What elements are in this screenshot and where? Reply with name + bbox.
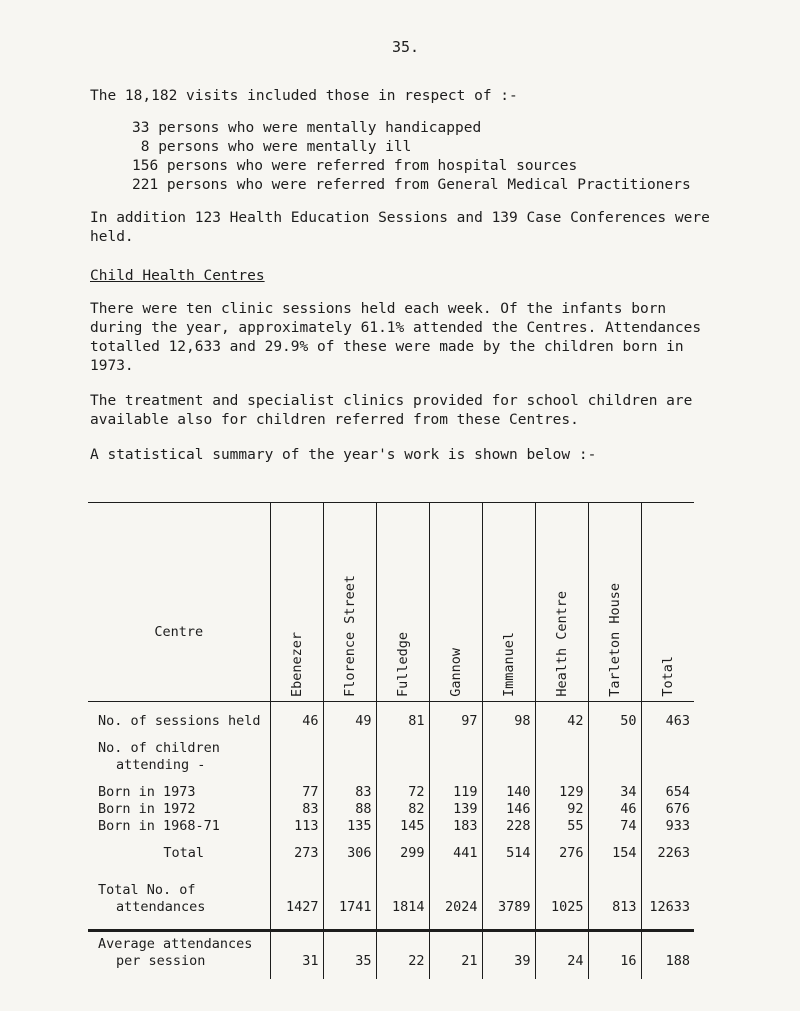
table-row	[88, 817, 694, 834]
paragraph-line: 1973.	[90, 358, 134, 374]
cell: 146	[482, 800, 535, 817]
cell: 1025	[535, 898, 588, 915]
header-immanuel: Immanuel	[482, 503, 535, 702]
intro-text: The 18,182 visits included those in respect of :-	[90, 88, 518, 104]
table-header-row	[88, 503, 694, 702]
cell: 34	[588, 783, 641, 800]
cell: 35	[323, 952, 376, 969]
cell: 113	[270, 817, 323, 834]
cell: 140	[482, 783, 535, 800]
paragraph-line: available also for children referred from these Centres.	[90, 412, 579, 428]
table-row	[88, 898, 694, 915]
row-label: Total	[163, 845, 205, 861]
table-row	[88, 844, 694, 861]
table-row	[88, 783, 694, 800]
header-total: Total	[641, 503, 694, 702]
row-label: Born in 1968-71	[98, 818, 220, 834]
cell: 97	[429, 712, 482, 729]
row-label: No. of sessions held	[98, 713, 261, 729]
header-ebenezer: Ebenezer	[270, 503, 323, 702]
cell: 119	[429, 783, 482, 800]
row-label: per session	[116, 953, 206, 969]
cell: 463	[641, 712, 694, 729]
cell: 50	[588, 712, 641, 729]
cell: 183	[429, 817, 482, 834]
cell: 16	[588, 952, 641, 969]
paragraph-line: The treatment and specialist clinics provided for school children are	[90, 393, 693, 409]
cell: 299	[376, 844, 429, 861]
header-florence-street: Florence Street	[323, 503, 376, 702]
cell: 276	[535, 844, 588, 861]
cell: 83	[323, 783, 376, 800]
table-row	[88, 952, 694, 969]
cell: 21	[429, 952, 482, 969]
cell: 92	[535, 800, 588, 817]
cell: 154	[588, 844, 641, 861]
row-label: Total No. of	[98, 882, 196, 898]
cell: 3789	[482, 898, 535, 915]
cell: 933	[641, 817, 694, 834]
page-number: 35.	[392, 38, 420, 56]
cell: 46	[588, 800, 641, 817]
cell: 1814	[376, 898, 429, 915]
cell: 98	[482, 712, 535, 729]
section-heading: Child Health Centres	[90, 268, 265, 284]
cell: 441	[429, 844, 482, 861]
cell: 306	[323, 844, 376, 861]
cell: 49	[323, 712, 376, 729]
cell: 39	[482, 952, 535, 969]
cell: 82	[376, 800, 429, 817]
cell: 72	[376, 783, 429, 800]
cell: 813	[588, 898, 641, 915]
cell: 2024	[429, 898, 482, 915]
cell: 22	[376, 952, 429, 969]
row-label: attendances	[116, 899, 206, 915]
table-row	[88, 881, 694, 898]
cell: 74	[588, 817, 641, 834]
cell: 654	[641, 783, 694, 800]
row-label: Born in 1973	[98, 784, 196, 800]
statistics-table	[88, 502, 694, 969]
table-row	[88, 712, 694, 729]
table-row	[88, 935, 694, 952]
table-row	[88, 756, 694, 773]
row-label: Average attendances	[98, 936, 253, 952]
cell: 228	[482, 817, 535, 834]
cell: 46	[270, 712, 323, 729]
header-gannow: Gannow	[429, 503, 482, 702]
paragraph-line: totalled 12,633 and 29.9% of these were made by the children born in	[90, 339, 684, 355]
cell: 1741	[323, 898, 376, 915]
row-label: Born in 1972	[98, 801, 196, 817]
header-health-centre: Health Centre	[535, 503, 588, 702]
cell: 42	[535, 712, 588, 729]
cell: 514	[482, 844, 535, 861]
addition-text: In addition 123 Health Education Sessions and 139 Case Conferences were	[90, 210, 710, 226]
cell: 135	[323, 817, 376, 834]
visit-item: 156 persons who were referred from hospital sources	[132, 158, 578, 174]
cell: 12633	[641, 898, 694, 915]
cell: 1427	[270, 898, 323, 915]
visit-item: 221 persons who were referred from General Medical Practitioners	[132, 177, 691, 193]
header-tarleton-house: Tarleton House	[588, 503, 641, 702]
summary-text: A statistical summary of the year's work is shown below :-	[90, 447, 597, 463]
cell: 83	[270, 800, 323, 817]
cell: 273	[270, 844, 323, 861]
addition-text: held.	[90, 229, 134, 245]
table-row	[88, 800, 694, 817]
visit-item: 33 persons who were mentally handicapped	[132, 120, 482, 136]
cell: 139	[429, 800, 482, 817]
cell: 129	[535, 783, 588, 800]
header-fulledge: Fulledge	[376, 503, 429, 702]
header-centre: Centre	[88, 503, 270, 702]
cell: 188	[641, 952, 694, 969]
cell: 31	[270, 952, 323, 969]
paragraph-line: There were ten clinic sessions held each week. Of the infants born	[90, 301, 667, 317]
paragraph-line: during the year, approximately 61.1% attended the Centres. Attendances	[90, 320, 702, 336]
visit-item: 8 persons who were mentally ill	[132, 139, 412, 155]
cell: 55	[535, 817, 588, 834]
cell: 2263	[641, 844, 694, 861]
table-row	[88, 739, 694, 756]
cell: 88	[323, 800, 376, 817]
cell: 77	[270, 783, 323, 800]
cell: 145	[376, 817, 429, 834]
cell: 81	[376, 712, 429, 729]
row-label: attending -	[116, 757, 206, 773]
row-label: No. of children	[98, 740, 220, 756]
cell: 24	[535, 952, 588, 969]
cell: 676	[641, 800, 694, 817]
